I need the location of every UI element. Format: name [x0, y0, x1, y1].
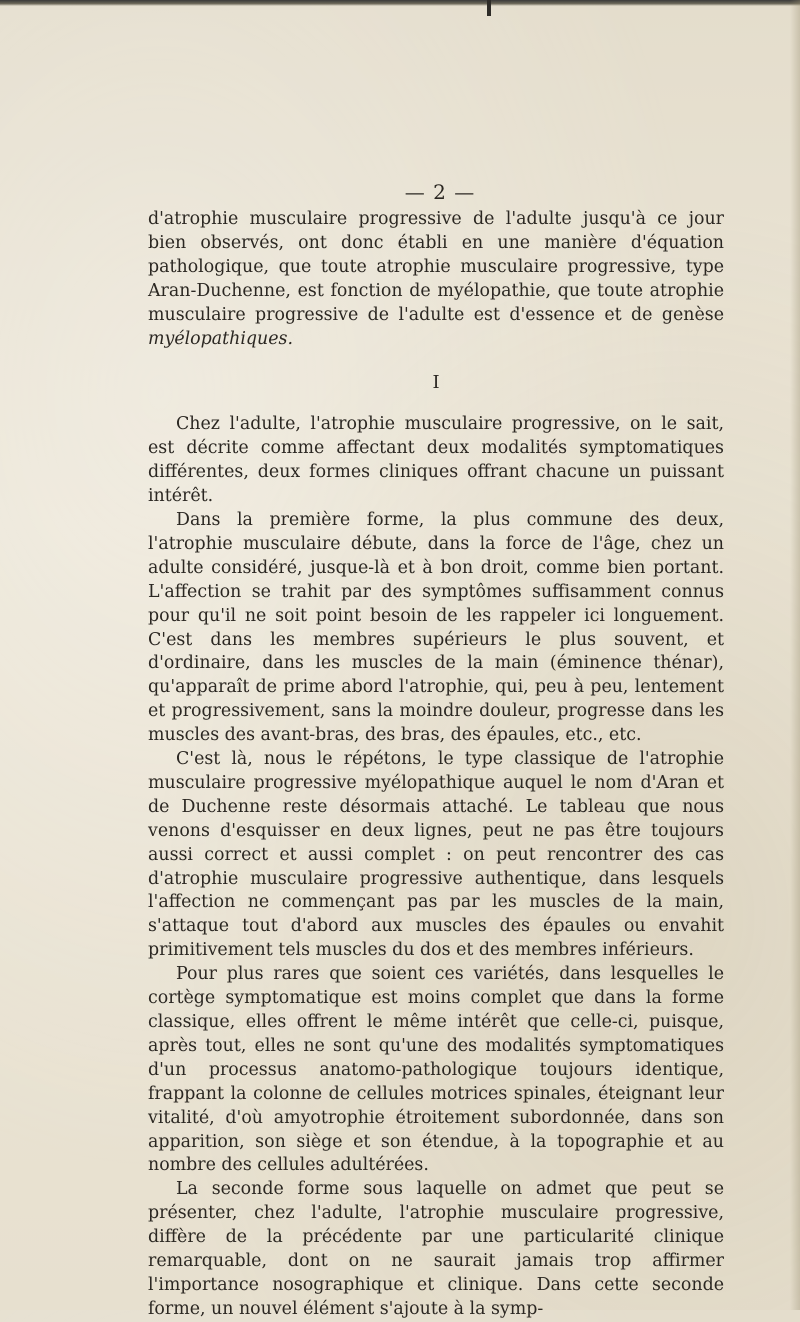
- page-number: — 2 —: [404, 180, 476, 204]
- page-top-edge: [0, 0, 800, 6]
- section-numeral: I: [432, 372, 440, 394]
- intro-paragraph: [148, 208, 724, 351]
- paragraph-3: C'est là, nous le répétons, le type classique de l'atrophie musculaire progressive myélopathique auquel le nom d'Aran et de Duchenne reste désormais attaché. Le tableau que nous venons d'esquisser en deux lignes, peut ne pas être toujours aussi correct et aussi complet : on peut rencontrer des cas d'atrophie musculaire progressive authentique, dans lesquels l'affection ne commençant pas par les muscles de la main, s'attaque tout d'abord aux muscles des épaules ou envahit primitivement tels muscles du dos et des membres inférieurs.: [148, 749, 724, 961]
- paragraph-2: Dans la première forme, la plus commune des deux, l'atrophie musculaire débute, dans la force de l'âge, chez un adulte considéré, jusque-là et à bon droit, comme bien portant. L'affection se trahit par des symptômes suffisamment connus pour qu'il ne soit point besoin de les rappeler ici longuement. C'est dans les membres supérieurs le plus souvent, et d'ordinaire, dans les muscles de la main (éminence thénar), qu'apparaît de prime abord l'atrophie, qui, peu à peu, lentement et progressivement, sans la moindre douleur, progresse dans les muscles des avant-bras, des bras, des épaules, etc., etc.: [148, 509, 724, 746]
- body-text: [148, 208, 724, 1322]
- paragraph-1: Chez l'adulte, l'atrophie musculaire progressive, on le sait, est décrite comme affectant deux modalités symptomatiques différentes, deux formes cliniques offrant chacune un puissant intérêt.: [148, 414, 724, 507]
- paragraph-5: La seconde forme sous laquelle on admet que peut se présenter, chez l'adulte, l'atrophie musculaire progressive, diffère de la précédente par une particularité clinique remarquable, dont on ne saurait jamais trop affirmer l'importance nosographique et clinique. Dans cette seconde forme, un nouvel élément s'ajoute à la symp-: [148, 1179, 724, 1319]
- intro-text: d'atrophie musculaire progressive de l'adulte jusqu'à ce jour bien observés, ont donc établi en une manière d'équation pathologique, que toute atrophie musculaire progressive, type Aran-Duchenne, est fonction de myélopathie, que toute atrophie musculaire progressive de l'adulte est d'essence et de genèse: [148, 209, 724, 325]
- paragraph-4: Pour plus rares que soient ces variétés, dans lesquelles le cortège symptomatique est moins complet que dans la forme classique, elles offrent le même intérêt que celle-ci, puisque, après tout, elles ne sont qu'une des modalités symptomatiques d'un processus anatomo-pathologique toujours identique, frappant la colonne de cellules motrices spinales, éteignant leur vitalité, d'où amyotrophie étroitement subordonnée, dans son apparition, son siège et son étendue, à la topographie et au nombre des cellules adultérées.: [148, 964, 724, 1176]
- binding-mark: [487, 0, 491, 16]
- intro-italic-word: myélopathiques.: [148, 328, 293, 349]
